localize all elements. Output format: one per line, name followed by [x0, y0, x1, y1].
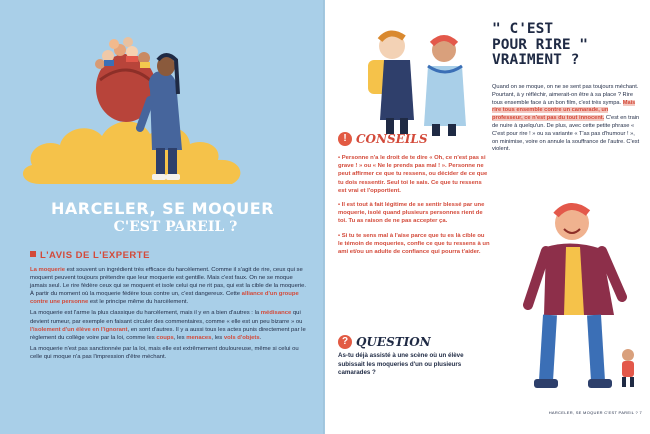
body-text: Quand on se moque, on ne se sent pas toujours méchant. Pourtant, à y réfléchir, aimerait-on être à sa place ? Rire tous ensemble face à un bon film, c'est très sympa. — [492, 84, 639, 106]
expert-paragraph — [30, 309, 307, 341]
question-text: As-tu déjà assisté à une scène où un élève subissait les moqueries d'un ou plusieurs camarades ? — [338, 352, 464, 376]
highlight-text: coups — [156, 334, 174, 341]
highlight-text: Mais rire tous ensemble contre un camarade, un professeur, ce n'est pas du tout innocent. — [492, 99, 636, 122]
body-text: La moquerie est l'arme la plus classique du harcèlement, mais il y en a bien d'autres : la — [30, 310, 261, 317]
highlight-text: l'isolement d'un élève en l'ignorant — [30, 326, 128, 333]
page-footer: HARCELER, SE MOQUER C'EST PAREIL ? 7 — [548, 410, 642, 415]
right-page — [325, 0, 650, 434]
question-mark-icon: ? — [338, 335, 352, 349]
bullet-square-icon — [30, 251, 36, 257]
tips-heading: CONSEILS — [356, 132, 428, 146]
section-title — [492, 22, 642, 69]
section-paragraph — [492, 84, 640, 154]
title-line: VRAIMENT ? — [492, 52, 580, 68]
highlight-text: médisance — [260, 310, 292, 317]
expert-paragraph — [30, 266, 307, 306]
body-text: , en sont d'autres. Il y a aussi tous les actes punis directement par le règlement du collège voire par la loi, comme les — [30, 326, 306, 341]
expert-heading-label: L'AVIS DE L'EXPERTE — [40, 250, 150, 261]
page-title: HARCELER, SE MOQUER — [50, 199, 275, 218]
body-text: , les — [173, 334, 187, 341]
body-text: . — [259, 334, 262, 341]
section-body — [492, 84, 640, 154]
body-text: C'est en train de nuire à quelqu'un. De plus, avec cette petite phrase « C'est pour rire ! » ou sa variante « T'as pas d'humour ! », on minimise, voire on annule la souffrance de l'autre. C'est violent. — [492, 115, 640, 153]
exclamation-icon: ! — [338, 132, 352, 146]
girl-carrying-backpack-illustration — [0, 0, 325, 195]
tips-list — [338, 154, 490, 262]
title-line: " C'EST — [492, 21, 554, 37]
title-line: POUR RIRE " — [492, 36, 589, 53]
body-text: , les — [211, 334, 224, 341]
highlight-text: vols d'objets — [223, 334, 260, 341]
expert-heading — [30, 250, 150, 261]
laughing-boy-illustration — [510, 185, 650, 410]
expert-paragraph: La moquerie n'est pas sanctionnée par la loi, mais elle est extrêmement douloureuse, même si celui ou celle qui moque n'a pas l'impression d'être méchant. — [30, 345, 299, 360]
page-subtitle: C'EST PAREIL ? — [113, 219, 238, 235]
body-text: qui devient rumeur, par exemple en faisant circuler des commentaires, comme « elle est un peu bizarre » ou — [30, 310, 303, 325]
body-text: est souvent un ingrédient très efficace du harcèlement. Comme il s'agit de rire, ceux qui se moquent peuvent toujours prétendre que leur moquerie est gentille. Mais c'est faux. On ne se moque jamais seul. Le rire fédère ceux qui se moquent et isole celui qui ne rit pas, qui est la cible de la moquerie. À partir du moment où la moquerie fédère tous contre un, c'est dangereux. Cette — [30, 267, 307, 298]
highlight-text: alliance d'un groupe contre une personne — [30, 291, 299, 306]
two-kids-talking-illustration — [340, 20, 490, 140]
question-heading: QUESTION — [356, 335, 431, 349]
tip-item: • Si tu te sens mal à l'aise parce que tu es là cible ou le témoin de moqueries, confie ce que tu ressens à un ami et/ou un adulte de confiance qui pourra t'aider. — [338, 232, 490, 256]
expert-text — [30, 266, 307, 364]
highlight-text: menaces — [186, 334, 212, 341]
body-text: est le principe même du harcèlement. — [88, 299, 189, 306]
highlight-text: La moquerie — [30, 267, 66, 273]
tip-item: • Il est tout à fait légitime de se sentir blessé par une moquerie, isolé quand plusieurs personnes rient de toi. Tu as raison de ne pas accepter ça. — [338, 202, 485, 225]
tip-item: • Personne n'a le droit de te dire « Oh, ce n'est pas si grave ! » ou « Ne le prends pas mal ! ». Personne ne peut affirmer ce que tu ressens, ou décider de ce que tu dois ressentir. Seul toi le sais. Ce que tu ressens est vrai et l'opportient. — [338, 155, 488, 194]
